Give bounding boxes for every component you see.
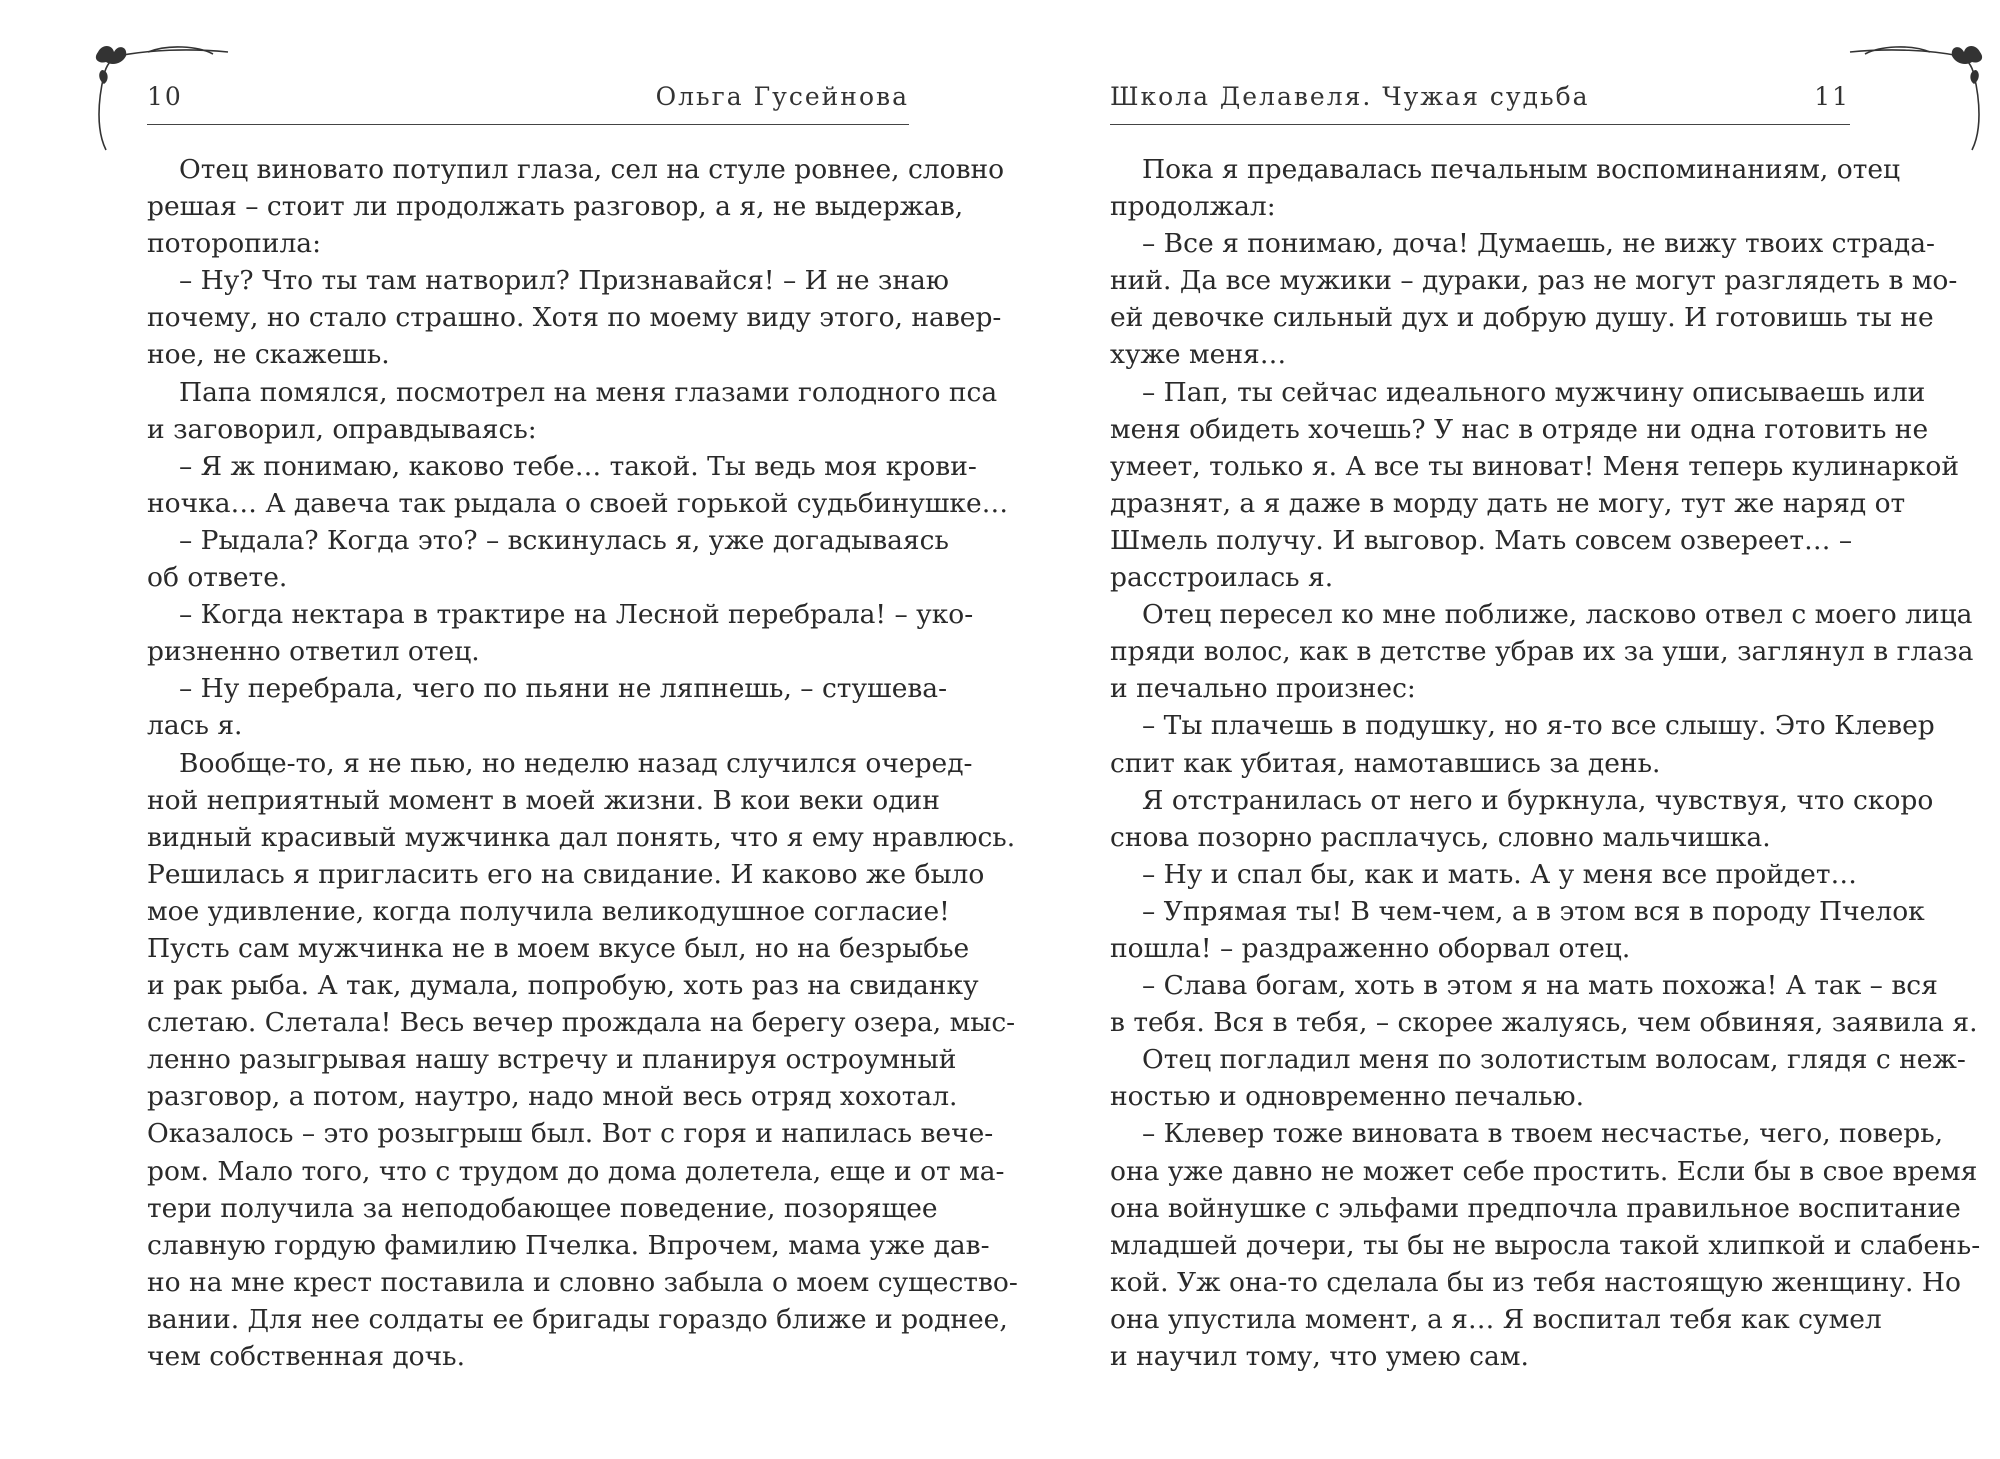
- text-line: видный красивый мужчинка дал понять, что я ему нравлюсь.: [147, 821, 1016, 853]
- text-line: ное, не скажешь.: [147, 339, 390, 371]
- text-line: почему, но стало страшно. Хотя по моему виду этого, навер-: [147, 302, 1002, 334]
- text-line: ночка… А давеча так рыдала о своей горькой судьбинушке…: [147, 487, 1009, 519]
- text-line: меня обидеть хочешь? У нас в отряде ни одна готовить не: [1110, 413, 1929, 445]
- text-line: – Рыдала? Когда это? – вскинулась я, уже догадываясь: [179, 524, 949, 556]
- text-line: ризненно ответил отец.: [147, 636, 480, 668]
- text-line: умеет, только я. А все ты виноват! Меня теперь кулинаркой: [1110, 450, 1960, 482]
- text-line: снова позорно расплачусь, словно мальчишка.: [1110, 821, 1771, 853]
- text-line: хуже меня…: [1110, 339, 1287, 371]
- text-line: она упустила момент, а я… Я воспитал тебя как сумел: [1110, 1303, 1882, 1335]
- text-line: лась я.: [147, 710, 243, 742]
- running-head-title: Школа Делавеля. Чужая судьба: [1110, 82, 1590, 111]
- text-line: ром. Мало того, что с трудом до дома долетела, еще и от ма-: [147, 1155, 1005, 1187]
- running-head: [147, 74, 909, 120]
- text-line: Пусть сам мужчинка не в моем вкусе был, но на безрыбье: [147, 932, 970, 964]
- header-rule: [1110, 124, 1850, 125]
- text-line: вании. Для нее солдаты ее бригады гораздо ближе и роднее,: [147, 1303, 1008, 1335]
- text-line: пошла! – раздраженно оборвал отец.: [1110, 932, 1631, 964]
- text-line: ной неприятный момент в моей жизни. В кои веки один: [147, 784, 940, 816]
- text-line: славную гордую фамилию Пчелка. Впрочем, мама уже дав-: [147, 1229, 990, 1261]
- text-line: поторопила:: [147, 228, 322, 260]
- text-line: ей девочке сильный дух и добрую душу. И готовишь ты не: [1110, 302, 1934, 334]
- text-line: – Я ж понимаю, каково тебе… такой. Ты ведь моя крови-: [179, 450, 977, 482]
- text-line: и рак рыба. А так, думала, попробую, хоть раз на свиданку: [147, 970, 979, 1002]
- running-head: [1110, 74, 1850, 120]
- text-line: Вообще-то, я не пью, но неделю назад случился очеред-: [179, 747, 973, 779]
- text-line: – Ты плачешь в подушку, но я-то все слышу. Это Клевер: [1142, 710, 1935, 742]
- text-line: разговор, а потом, наутро, надо мной весь отряд хохотал.: [147, 1081, 958, 1113]
- text-line: и заговорил, оправдываясь:: [147, 413, 537, 445]
- text-line: расстроилась я.: [1110, 562, 1334, 594]
- text-line: пряди волос, как в детстве убрав их за уши, заглянул в глаза: [1110, 636, 1974, 668]
- text-line: – Клевер тоже виновата в твоем несчастье, чего, поверь,: [1142, 1118, 1944, 1150]
- text-line: она войнушке с эльфами предпочла правильное воспитание: [1110, 1192, 1961, 1224]
- text-line: об ответе.: [147, 562, 288, 594]
- text-line: – Все я понимаю, доча! Думаешь, не вижу твоих страда-: [1142, 228, 1935, 260]
- floral-ornament-icon: [1840, 40, 1990, 160]
- text-line: – Когда нектара в трактире на Лесной перебрала! – уко-: [179, 599, 974, 631]
- text-line: – Ну перебрала, чего по пьяни не ляпнешь, – стушева-: [179, 673, 948, 705]
- text-line: Пока я предавалась печальным воспоминаниям, отец: [1142, 154, 1901, 185]
- page-body-text: [147, 151, 1018, 1375]
- text-line: Папа помялся, посмотрел на меня глазами голодного пса: [179, 376, 998, 408]
- text-line: продолжал:: [1110, 191, 1276, 223]
- text-line: – Пап, ты сейчас идеального мужчину описываешь или: [1142, 376, 1926, 408]
- text-line: Отец погладил меня по золотистым волосам, глядя с неж-: [1142, 1044, 1966, 1076]
- page-number: 11: [1814, 82, 1850, 111]
- text-line: – Упрямая ты! В чем-чем, а в этом вся в породу Пчелок: [1142, 895, 1925, 927]
- text-line: Я отстранилась от него и буркнула, чувствуя, что скоро: [1142, 784, 1934, 816]
- right-page: [1000, 0, 2000, 1459]
- text-line: Отец пересел ко мне поближе, ласково отвел с моего лица: [1142, 599, 1973, 631]
- text-line: ностью и одновременно печалью.: [1110, 1081, 1584, 1113]
- text-line: и печально произнес:: [1110, 673, 1416, 705]
- text-line: она уже давно не может себе простить. Если бы в свое время: [1110, 1155, 1978, 1187]
- text-line: Решилась я пригласить его на свидание. И каково же было: [147, 858, 985, 890]
- text-line: дразнят, а я даже в морду дать не могу, тут же наряд от: [1110, 487, 1906, 519]
- text-line: в тебя. Вся в тебя, – скорее жалуясь, чем обвиняя, заявила я.: [1110, 1007, 1978, 1039]
- text-line: – Слава богам, хоть в этом я на мать похожа! А так – вся: [1142, 970, 1938, 1002]
- text-line: кой. Уж она-то сделала бы из тебя настоящую женщину. Но: [1110, 1266, 1961, 1298]
- text-line: ленно разыгрывая нашу встречу и планируя остроумный: [147, 1044, 957, 1076]
- page-number: 10: [147, 82, 183, 111]
- text-line: Отец виновато потупил глаза, сел на стуле ровнее, словно: [179, 154, 1005, 185]
- text-line: но на мне крест поставила и словно забыла о моем существо-: [147, 1266, 1018, 1298]
- text-line: младшей дочери, ты бы не выросла такой хлипкой и слабень-: [1110, 1229, 1981, 1261]
- text-line: и научил тому, что умею сам.: [1110, 1341, 1529, 1372]
- text-line: мое удивление, когда получила великодушное согласие!: [147, 895, 950, 927]
- text-line: ний. Да все мужики – дураки, раз не могут разглядеть в мо-: [1110, 265, 1958, 297]
- text-line: спит как убитая, намотавшись за день.: [1110, 747, 1661, 779]
- text-line: чем собственная дочь.: [147, 1341, 465, 1372]
- text-line: – Ну? Что ты там натворил? Признавайся! – И не знаю: [179, 265, 949, 297]
- page-body-text: [1110, 151, 1981, 1375]
- text-line: Оказалось – это розыгрыш был. Вот с горя и напилась вече-: [147, 1118, 994, 1150]
- text-line: – Ну и спал бы, как и мать. А у меня все пройдет…: [1142, 858, 1857, 890]
- running-head-title: Ольга Гусейнова: [655, 82, 909, 111]
- text-line: слетаю. Слетала! Весь вечер прождала на берегу озера, мыс-: [147, 1007, 1016, 1039]
- text-line: тери получила за неподобающее поведение, позорящее: [147, 1192, 938, 1224]
- header-rule: [147, 124, 909, 125]
- text-line: решая – стоит ли продолжать разговор, а я, не выдержав,: [147, 191, 964, 223]
- text-line: Шмель получу. И выговор. Мать совсем озвереет… –: [1110, 524, 1853, 556]
